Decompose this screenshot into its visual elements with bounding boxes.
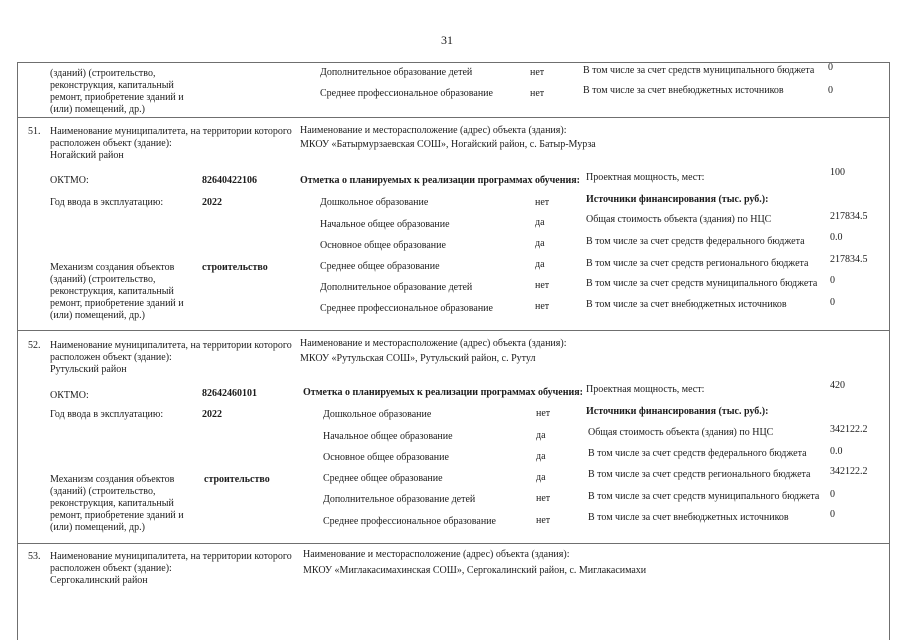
finance-value: 0: [828, 85, 833, 96]
programs-header: Отметка о планируемых к реализации программах обучения:: [303, 387, 584, 398]
capacity-label: Проектная мощность, мест:: [586, 172, 705, 183]
left-border: [17, 62, 18, 640]
finance-label: В том числе за счет средств муниципального бюджета: [583, 65, 815, 76]
program-name: Начальное общее образование: [320, 219, 450, 230]
program-name: Среднее профессиональное образование: [320, 303, 493, 314]
program-value: да: [535, 238, 545, 249]
finance-value: 0.0: [830, 232, 843, 243]
object-label: Наименование и месторасположение (адрес) объекта (здания):: [300, 125, 567, 136]
municipality-label: Наименование муниципалитета, на территории которого расположен объект (здание):: [50, 340, 292, 363]
object-label: Наименование и месторасположение (адрес) объекта (здания):: [300, 338, 567, 349]
table-top-border: [17, 62, 890, 63]
mechanism-value: строительство: [204, 474, 270, 485]
object-name: МКОУ «Миглакасимахинская СОШ», Сергокалинский район, с. Миглакасимахи: [303, 565, 647, 576]
object-name: МКОУ «Рутульская СОШ», Рутульский район, с. Рутул: [300, 353, 536, 364]
oktmo-value: 82640422106: [202, 175, 257, 186]
year-label: Год ввода в эксплуатацию:: [50, 409, 164, 420]
entry-number: 52.: [28, 340, 41, 351]
finance-header: Источники финансирования (тыс. руб.):: [586, 194, 769, 205]
finance-header: Источники финансирования (тыс. руб.):: [586, 406, 769, 417]
program-name: Среднее профессиональное образование: [323, 516, 496, 527]
entry-number: 51.: [28, 126, 41, 137]
oktmo-label: ОКТМО:: [50, 390, 89, 401]
finance-label: В том числе за счет внебюджетных источников: [586, 299, 787, 310]
year-value: 2022: [202, 409, 222, 420]
finance-value: 0: [828, 62, 833, 73]
row-divider-53: [17, 543, 890, 544]
program-name: Дополнительное образование детей: [320, 67, 473, 78]
municipality-label: Наименование муниципалитета, на территории которого расположен объект (здание):: [50, 551, 292, 574]
finance-value: 0.0: [830, 446, 843, 457]
row-divider-51: [17, 117, 890, 118]
finance-label: В том числе за счет средств муниципального бюджета: [588, 491, 820, 502]
program-value: да: [535, 259, 545, 270]
oktmo-label: ОКТМО:: [50, 175, 89, 186]
row-divider-52: [17, 330, 890, 331]
program-value: да: [535, 217, 545, 228]
finance-value: 0: [830, 275, 835, 286]
finance-label: В том числе за счет средств федерального бюджета: [586, 236, 805, 247]
mechanism-value: строительство: [202, 262, 268, 273]
program-value: да: [536, 451, 546, 462]
year-value: 2022: [202, 197, 222, 208]
finance-label: В том числе за счет внебюджетных источников: [588, 512, 789, 523]
finance-value: 342122.2: [830, 466, 868, 477]
program-value: нет: [535, 301, 550, 312]
program-value: нет: [535, 280, 550, 291]
program-name: Дополнительное образование детей: [320, 282, 473, 293]
finance-label: В том числе за счет средств муниципального бюджета: [586, 278, 818, 289]
program-value: нет: [530, 88, 545, 99]
finance-value: 0: [830, 297, 835, 308]
program-value: нет: [536, 408, 551, 419]
capacity-value: 100: [830, 167, 845, 178]
finance-label: В том числе за счет средств регионального бюджета: [586, 258, 809, 269]
programs-header: Отметка о планируемых к реализации программах обучения:: [300, 175, 581, 186]
finance-value: 0: [830, 509, 835, 520]
program-value: нет: [536, 493, 551, 504]
year-label: Год ввода в эксплуатацию:: [50, 197, 164, 208]
program-value: да: [536, 472, 546, 483]
municipality-name: Сергокалинский район: [50, 575, 148, 586]
oktmo-value: 82642460101: [202, 388, 257, 399]
municipality-name: Ногайский район: [50, 150, 124, 161]
capacity-label: Проектная мощность, мест:: [586, 384, 705, 395]
finance-value: 0: [830, 489, 835, 500]
program-name: Дополнительное образование детей: [323, 494, 476, 505]
finance-label: В том числе за счет средств федерального бюджета: [588, 448, 807, 459]
object-name: МКОУ «Батырмурзаевская СОШ», Ногайский район, с. Батыр-Мурза: [300, 139, 596, 150]
program-name: Дошкольное образование: [320, 197, 429, 208]
mechanism-label: Механизм создания объектов (зданий) (строительство, реконструкция, капитальный ремонт, приобретение зданий и (или) помещений, др.): [50, 262, 184, 321]
finance-value: 342122.2: [830, 424, 868, 435]
municipality-name: Рутульский район: [50, 364, 127, 375]
finance-value: 217834.5: [830, 254, 868, 265]
finance-label: Общая стоимость объекта (здания) по НЦС: [588, 427, 774, 438]
program-value: нет: [536, 515, 551, 526]
program-name: Среднее профессиональное образование: [320, 88, 493, 99]
program-value: да: [536, 430, 546, 441]
finance-label: Общая стоимость объекта (здания) по НЦС: [586, 214, 772, 225]
program-name: Среднее общее образование: [320, 261, 440, 272]
object-label: Наименование и месторасположение (адрес) объекта (здания):: [303, 549, 570, 560]
program-value: нет: [530, 67, 545, 78]
program-value: нет: [535, 197, 550, 208]
program-name: Дошкольное образование: [323, 409, 432, 420]
finance-label: В том числе за счет внебюджетных источников: [583, 85, 784, 96]
entry-number: 53.: [28, 551, 41, 562]
finance-label: В том числе за счет средств регионального бюджета: [588, 469, 811, 480]
program-name: Начальное общее образование: [323, 431, 453, 442]
mechanism-label: Механизм создания объектов (зданий) (строительство, реконструкция, капитальный ремонт, приобретение зданий и (или) помещений, др.): [50, 474, 184, 533]
municipality-label: Наименование муниципалитета, на территории которого расположен объект (здание):: [50, 126, 292, 149]
program-name: Основное общее образование: [320, 240, 446, 251]
right-border: [889, 62, 890, 640]
page-number: 31: [441, 33, 453, 47]
mechanism-continuation: (зданий) (строительство, реконструкция, капитальный ремонт, приобретение зданий и (или) помещений, др.): [50, 68, 184, 115]
program-name: Среднее общее образование: [323, 473, 443, 484]
capacity-value: 420: [830, 380, 845, 391]
finance-value: 217834.5: [830, 211, 868, 222]
program-name: Основное общее образование: [323, 452, 449, 463]
